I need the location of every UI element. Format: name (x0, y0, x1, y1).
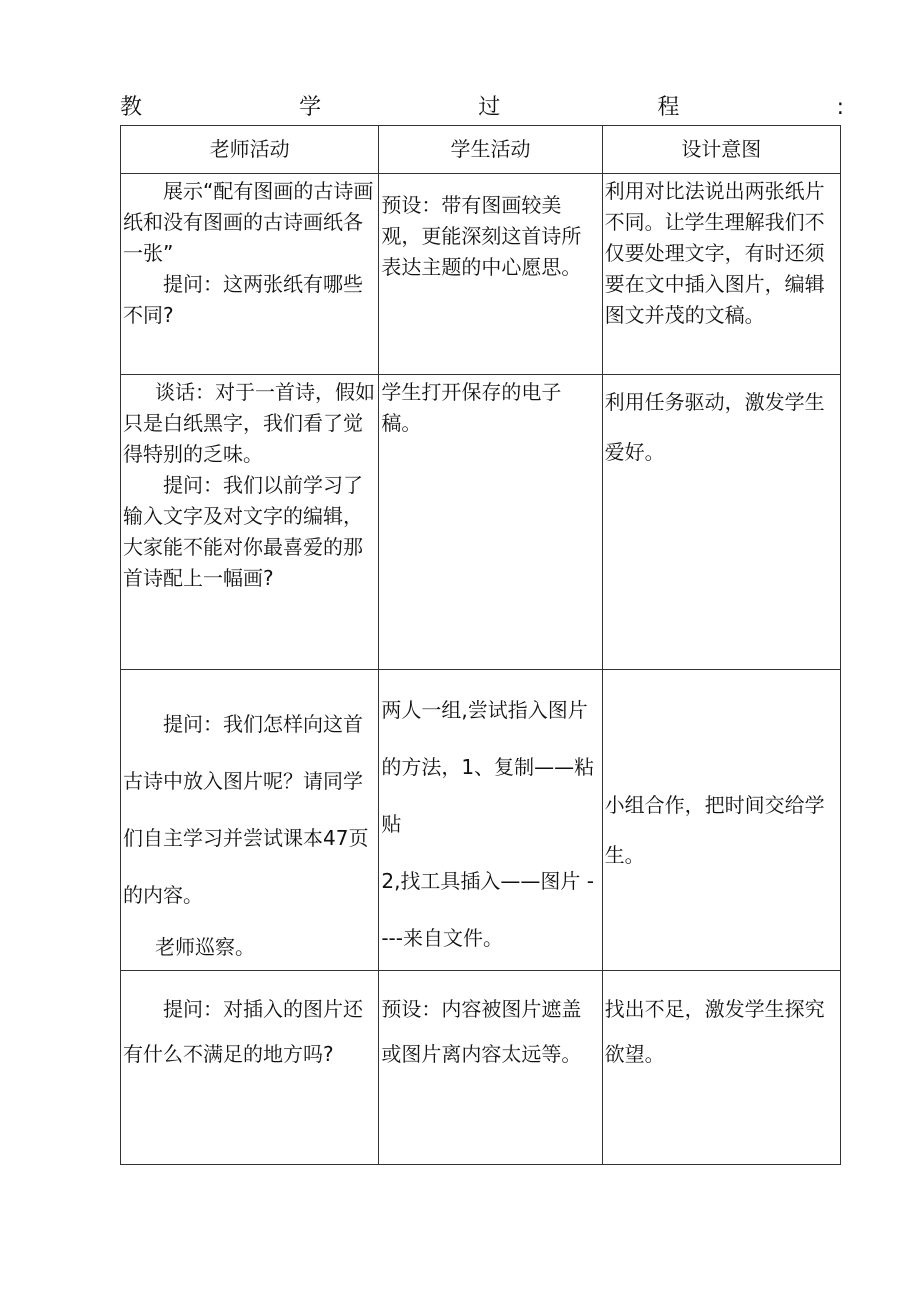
student-activity-cell (379, 375, 602, 670)
table-row (121, 670, 841, 971)
table-row (121, 375, 841, 670)
section-title-char: 教 (120, 95, 143, 120)
teacher-activity-text: 展示“配有图画的古诗画纸和没有图画的古诗画纸各一张” (123, 179, 374, 265)
student-activity-cell (379, 174, 602, 375)
design-intent-cell (602, 971, 840, 1165)
design-intent-cell (602, 375, 840, 670)
student-activity-text: 2,找工具插入——图片 ----来自文件。 (381, 869, 594, 950)
student-activity-text: 预设：内容被图片遮盖或图片离内容太远等。 (381, 997, 582, 1066)
teacher-activity-text: 谈话：对于一首诗，假如只是白纸黑字，我们看了觉得特别的乏味。 (123, 380, 375, 466)
student-activity-cell (379, 670, 602, 971)
design-intent-cell (602, 174, 840, 375)
header-teacher-activity: 老师活动 (121, 126, 379, 174)
table-row (121, 971, 841, 1165)
student-activity-text: 两人一组,尝试指入图片的方法，1、复制——粘贴 (381, 698, 595, 836)
header-design-intent: 设计意图 (602, 126, 840, 174)
teacher-activity-text: 提问：这两张纸有哪些不同? (123, 272, 363, 327)
section-title-char: 过 (478, 95, 501, 120)
lesson-process-table (120, 125, 841, 1165)
teacher-activity-text: 提问：对插入的图片还有什么不满足的地方吗? (123, 997, 363, 1066)
section-title-char: 程 (657, 95, 680, 120)
teacher-activity-cell (121, 971, 379, 1165)
teacher-activity-cell (121, 174, 379, 375)
teacher-activity-text: 提问：我们怎样向这首古诗中放入图片呢？请同学们自主学习并尝试课本47页的内容。 (123, 712, 369, 907)
design-intent-cell (602, 670, 840, 971)
design-intent-text: 利用任务驱动，激发学生爱好。 (604, 390, 825, 464)
teacher-activity-cell (121, 375, 379, 670)
table-header-row (121, 126, 841, 174)
section-title-char: : (836, 95, 844, 120)
section-title-char: 学 (299, 95, 322, 120)
table-row (121, 174, 841, 375)
design-intent-text: 小组合作，把时间交给学生。 (604, 793, 825, 867)
design-intent-text: 找出不足，激发学生探究欲望。 (604, 997, 825, 1066)
section-title (120, 92, 844, 124)
student-activity-text: 学生打开保存的电子稿。 (381, 380, 562, 435)
header-student-activity: 学生活动 (379, 126, 602, 174)
teacher-activity-text: 提问：我们以前学习了输入文字及对文字的编辑，大家能不能对你最喜爱的那首诗配上一幅画? (123, 473, 363, 590)
design-intent-text: 利用对比法说出两张纸片不同。让学生理解我们不仅要处理文字，有时还须要在文中插入图片，编辑图文并茂的文稿。 (604, 179, 825, 327)
teacher-activity-cell (121, 670, 379, 971)
teacher-activity-text: 老师巡察。 (155, 935, 255, 959)
student-activity-text: 预设：带有图画较美观，更能深刻这首诗所表达主题的中心愿思。 (381, 193, 582, 279)
student-activity-cell (379, 971, 602, 1165)
